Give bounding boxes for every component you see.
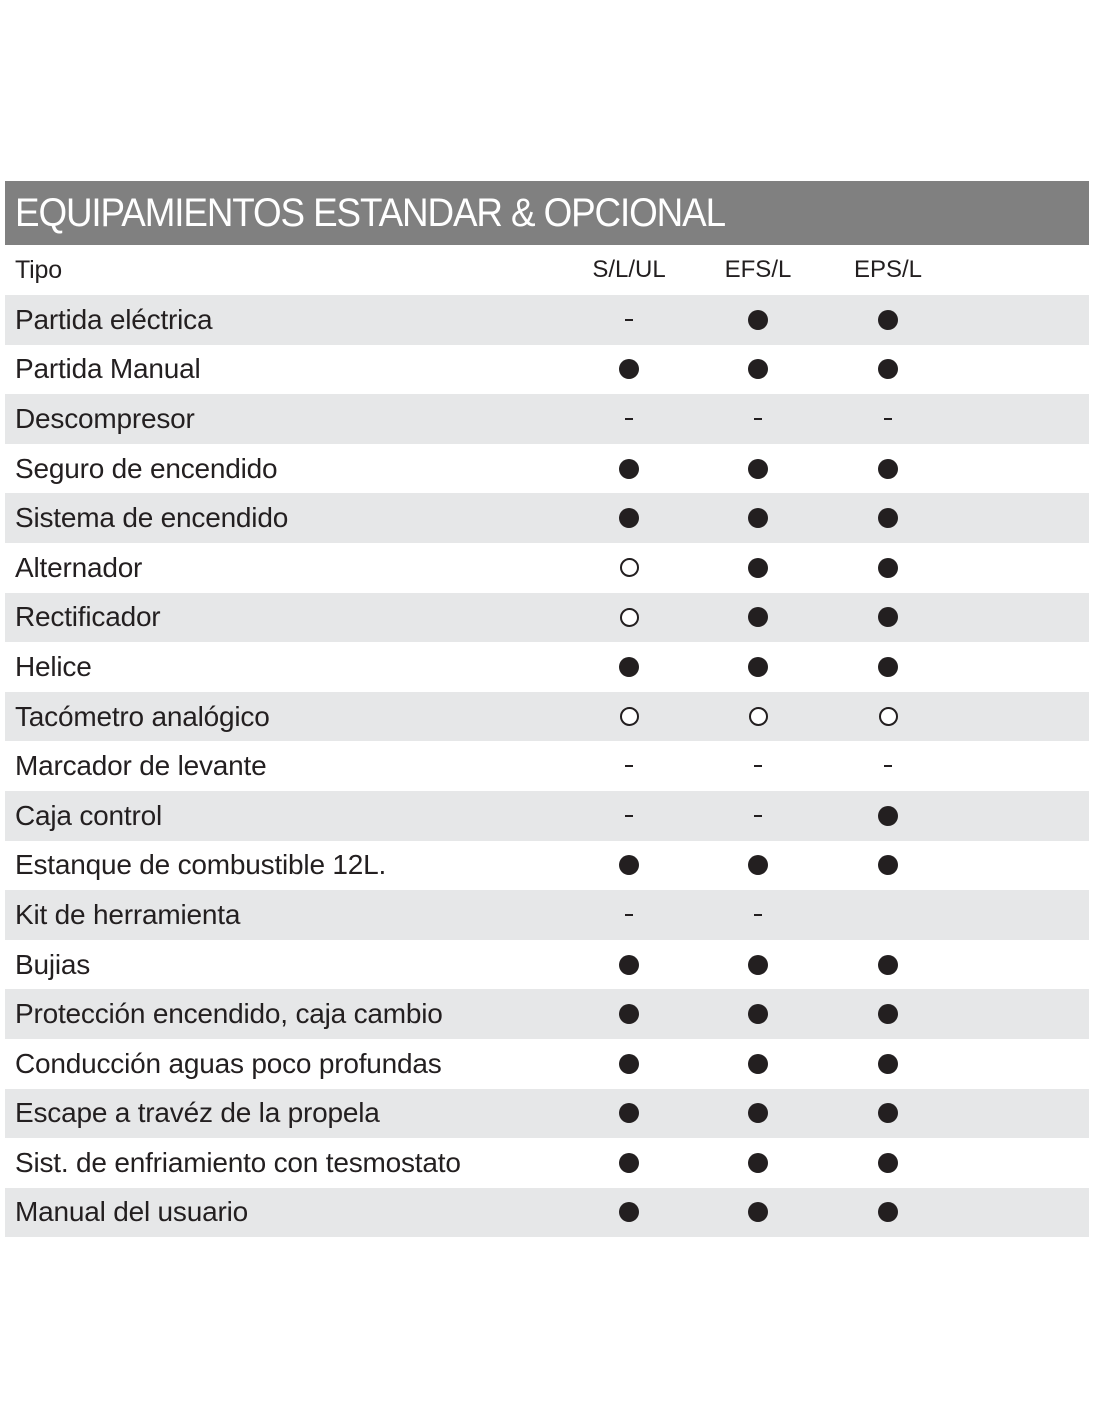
row-cell-s-l-ul xyxy=(589,345,669,395)
filled-circle-icon xyxy=(748,1004,768,1024)
filled-circle-icon xyxy=(878,310,898,330)
dash-icon xyxy=(884,765,892,767)
filled-circle-icon xyxy=(619,1202,639,1222)
row-cell-efs-l xyxy=(718,493,798,543)
row-cell-eps-l xyxy=(848,543,928,593)
header-column-s-l-ul: S/L/UL xyxy=(592,256,666,283)
row-cell-eps-l xyxy=(848,345,928,395)
row-cell-s-l-ul xyxy=(589,543,669,593)
table-row xyxy=(5,493,1089,543)
table-title: EQUIPAMIENTOS ESTANDAR & OPCIONAL xyxy=(15,190,725,235)
row-label: Descompresor xyxy=(15,402,195,434)
row-cell-s-l-ul xyxy=(589,741,669,791)
table-row xyxy=(5,741,1089,791)
row-label: Protección encendido, caja cambio xyxy=(15,998,443,1030)
dash-icon xyxy=(754,914,762,916)
row-cell-eps-l xyxy=(848,890,928,940)
table-row xyxy=(5,1188,1089,1238)
filled-circle-icon xyxy=(878,806,898,826)
filled-circle-icon xyxy=(619,1004,639,1024)
filled-circle-icon xyxy=(878,359,898,379)
filled-circle-icon xyxy=(619,657,639,677)
row-label: Partida eléctrica xyxy=(15,303,213,335)
filled-circle-icon xyxy=(748,1153,768,1173)
row-cell-s-l-ul xyxy=(589,692,669,742)
table-row xyxy=(5,1089,1089,1139)
row-cell-eps-l xyxy=(848,1089,928,1139)
filled-circle-icon xyxy=(619,955,639,975)
row-cell-efs-l xyxy=(718,741,798,791)
filled-circle-icon xyxy=(619,1153,639,1173)
dash-icon xyxy=(625,914,633,916)
row-cell-efs-l xyxy=(718,345,798,395)
row-cell-s-l-ul xyxy=(589,1138,669,1188)
row-label: Marcador de levante xyxy=(15,750,267,782)
filled-circle-icon xyxy=(748,657,768,677)
filled-circle-icon xyxy=(878,1103,898,1123)
filled-circle-icon xyxy=(619,459,639,479)
row-cell-eps-l xyxy=(848,741,928,791)
row-label: Escape a travéz de la propela xyxy=(15,1097,380,1129)
row-label: Seguro de encendido xyxy=(15,452,278,484)
row-cell-s-l-ul xyxy=(589,444,669,494)
row-cell-eps-l xyxy=(848,593,928,643)
row-cell-efs-l xyxy=(718,841,798,891)
row-cell-efs-l xyxy=(718,1089,798,1139)
dash-icon xyxy=(884,418,892,420)
row-cell-efs-l xyxy=(718,642,798,692)
row-cell-eps-l xyxy=(848,841,928,891)
row-cell-efs-l xyxy=(718,295,798,345)
row-label: Alternador xyxy=(15,551,143,583)
row-cell-s-l-ul xyxy=(589,841,669,891)
table-row xyxy=(5,1138,1089,1188)
row-cell-efs-l xyxy=(718,989,798,1039)
filled-circle-icon xyxy=(878,1054,898,1074)
filled-circle-icon xyxy=(619,855,639,875)
filled-circle-icon xyxy=(878,1004,898,1024)
table-header-row xyxy=(5,245,1089,295)
table-row xyxy=(5,692,1089,742)
header-column-eps-l: EPS/L xyxy=(853,256,923,283)
row-cell-s-l-ul xyxy=(589,493,669,543)
table-row xyxy=(5,593,1089,643)
table-row xyxy=(5,444,1089,494)
table-row xyxy=(5,295,1089,345)
row-cell-eps-l xyxy=(848,791,928,841)
table-row xyxy=(5,543,1089,593)
row-label: Estanque de combustible 12L. xyxy=(15,849,387,881)
filled-circle-icon xyxy=(748,1054,768,1074)
row-cell-eps-l xyxy=(848,1188,928,1238)
row-cell-s-l-ul xyxy=(589,1039,669,1089)
row-cell-eps-l xyxy=(848,989,928,1039)
row-cell-s-l-ul xyxy=(589,890,669,940)
header-label-tipo: Tipo xyxy=(15,255,62,284)
table-row xyxy=(5,642,1089,692)
row-cell-efs-l xyxy=(718,791,798,841)
filled-circle-icon xyxy=(748,955,768,975)
row-label: Tacómetro analógico xyxy=(15,700,270,732)
row-cell-efs-l xyxy=(718,394,798,444)
table-row xyxy=(5,1039,1089,1089)
dash-icon xyxy=(754,765,762,767)
filled-circle-icon xyxy=(748,607,768,627)
table-row xyxy=(5,890,1089,940)
dash-icon xyxy=(625,319,633,321)
row-cell-efs-l xyxy=(718,692,798,742)
equipment-table xyxy=(5,181,1089,1237)
row-label: Conducción aguas poco profundas xyxy=(15,1047,442,1079)
filled-circle-icon xyxy=(619,508,639,528)
row-cell-s-l-ul xyxy=(589,642,669,692)
table-row xyxy=(5,394,1089,444)
row-cell-s-l-ul xyxy=(589,791,669,841)
table-row xyxy=(5,940,1089,990)
row-cell-s-l-ul xyxy=(589,1089,669,1139)
row-cell-s-l-ul xyxy=(589,1188,669,1238)
row-cell-eps-l xyxy=(848,1039,928,1089)
row-cell-s-l-ul xyxy=(589,394,669,444)
filled-circle-icon xyxy=(878,607,898,627)
row-cell-s-l-ul xyxy=(589,940,669,990)
open-circle-icon xyxy=(749,707,768,726)
filled-circle-icon xyxy=(619,359,639,379)
row-cell-efs-l xyxy=(718,593,798,643)
filled-circle-icon xyxy=(748,508,768,528)
open-circle-icon xyxy=(620,608,639,627)
row-cell-eps-l xyxy=(848,692,928,742)
row-label: Sist. de enfriamiento con tesmostato xyxy=(15,1146,461,1178)
row-label: Rectificador xyxy=(15,601,161,633)
table-body xyxy=(5,295,1089,1237)
filled-circle-icon xyxy=(619,1103,639,1123)
filled-circle-icon xyxy=(878,955,898,975)
row-label: Bujias xyxy=(15,948,91,980)
filled-circle-icon xyxy=(748,359,768,379)
row-cell-efs-l xyxy=(718,1039,798,1089)
filled-circle-icon xyxy=(748,459,768,479)
filled-circle-icon xyxy=(878,855,898,875)
row-cell-eps-l xyxy=(848,444,928,494)
filled-circle-icon xyxy=(748,1202,768,1222)
filled-circle-icon xyxy=(878,558,898,578)
header-column-efs-l: EFS/L xyxy=(724,256,792,283)
filled-circle-icon xyxy=(619,1054,639,1074)
filled-circle-icon xyxy=(878,1153,898,1173)
row-label: Manual del usuario xyxy=(15,1196,248,1228)
row-cell-efs-l xyxy=(718,444,798,494)
filled-circle-icon xyxy=(748,310,768,330)
row-cell-efs-l xyxy=(718,1188,798,1238)
row-cell-eps-l xyxy=(848,394,928,444)
row-label: Helice xyxy=(15,650,92,682)
dash-icon xyxy=(625,815,633,817)
dash-icon xyxy=(754,418,762,420)
row-cell-eps-l xyxy=(848,295,928,345)
dash-icon xyxy=(625,418,633,420)
open-circle-icon xyxy=(620,558,639,577)
row-cell-efs-l xyxy=(718,940,798,990)
row-cell-s-l-ul xyxy=(589,989,669,1039)
row-label: Partida Manual xyxy=(15,353,201,385)
row-cell-eps-l xyxy=(848,642,928,692)
table-row xyxy=(5,841,1089,891)
filled-circle-icon xyxy=(878,508,898,528)
filled-circle-icon xyxy=(878,1202,898,1222)
open-circle-icon xyxy=(879,707,898,726)
row-cell-eps-l xyxy=(848,1138,928,1188)
row-cell-eps-l xyxy=(848,493,928,543)
row-cell-s-l-ul xyxy=(589,593,669,643)
filled-circle-icon xyxy=(748,558,768,578)
row-label: Sistema de encendido xyxy=(15,502,289,534)
row-cell-efs-l xyxy=(718,543,798,593)
table-row xyxy=(5,345,1089,395)
dash-icon xyxy=(754,815,762,817)
row-cell-efs-l xyxy=(718,890,798,940)
filled-circle-icon xyxy=(748,855,768,875)
open-circle-icon xyxy=(620,707,639,726)
row-cell-eps-l xyxy=(848,940,928,990)
table-row xyxy=(5,791,1089,841)
row-label: Caja control xyxy=(15,799,163,831)
filled-circle-icon xyxy=(748,1103,768,1123)
table-row xyxy=(5,989,1089,1039)
row-cell-s-l-ul xyxy=(589,295,669,345)
filled-circle-icon xyxy=(878,657,898,677)
dash-icon xyxy=(625,765,633,767)
table-title-bar xyxy=(5,181,1089,245)
filled-circle-icon xyxy=(878,459,898,479)
row-cell-efs-l xyxy=(718,1138,798,1188)
row-label: Kit de herramienta xyxy=(15,898,241,930)
